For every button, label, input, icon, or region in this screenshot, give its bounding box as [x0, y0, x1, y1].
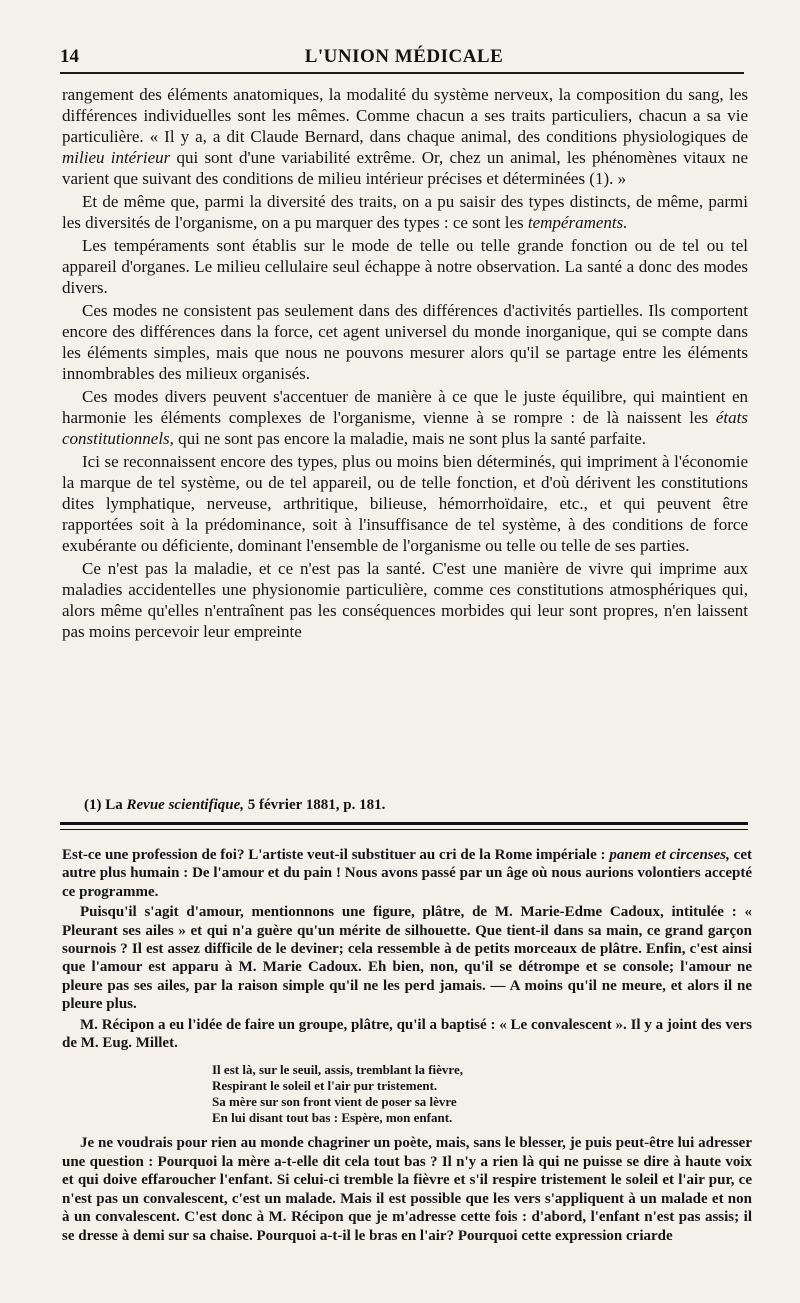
- running-title: L'UNION MÉDICALE: [304, 46, 504, 67]
- section-rule-thick: [60, 822, 748, 825]
- paragraph: [62, 386, 748, 449]
- italic-run: panem et circenses,: [609, 847, 730, 863]
- paragraph: Puisqu'il s'agit d'amour, mentionnons une figure, plâtre, de M. Marie-Edme Cadoux, intitulée : « Pleurant ses ailes » et qui n'a guère qu'un mérite de silhouette. Que tient-il dans sa main, ce grand garçon sournois ? Il est assez difficile de le deviner; cela ressemble à de petits morceaux de plâtre. Enfin, c'est ainsi que l'amour est apparu à M. Marie Cadoux. Eh bien, non, qu'il se détrompe et se console; l'amour ne pleure pas ses ailes, par la raison simple qu'il ne les perd jamais. — A moins qu'il ne meure, et alors il ne pleure plus.: [62, 904, 752, 1013]
- text-run: 5 février 1881, p. 181.: [243, 797, 386, 813]
- italic-run: Revue scientifique,: [126, 797, 244, 813]
- paragraph: M. Récipon a eu l'idée de faire un groupe, plâtre, qu'il a baptisé : « Le convalescent ». Il y a joint des vers de M. Eug. Millet.: [62, 1016, 752, 1052]
- verse-quote: [212, 1062, 752, 1126]
- page-number: 14: [60, 46, 79, 67]
- verse-line: Respirant le soleil et l'air pur tristement.: [212, 1078, 438, 1094]
- text-run: Et de même que, parmi la diversité des traits, on a pu saisir des types distincts, de même, parmi les diversités de l'organisme, on a pu marquer des types : ce sont les: [62, 192, 748, 232]
- italic-run: tempéraments.: [527, 213, 628, 232]
- section-rule-thin: [60, 829, 748, 830]
- paragraph: Je ne voudrais pour rien au monde chagriner un poète, mais, sans le blesser, je puis peut-être lui adresser une question : Pourquoi la mère a-t-elle dit cela tout bas ? Il n'y a rien là qui ne puisse se dire à haute voix et qui doive effaroucher l'enfant. Si celui-ci tremble la fièvre et s'il respire tristement le soleil et l'air pur, ce n'est pas un convalescent, c'est un malade. Mais il est possible que les vers s'appliquent à un malade et non à un convalescent. C'est donc à M. Récipon que je m'adresse cette fois : d'abord, l'enfant n'est pas assis; il se dresse à demi sur sa chaise. Pourquoi a-t-il le bras en l'air? Pourquoi cette expression criarde: [62, 1135, 752, 1244]
- footnote: [84, 796, 744, 814]
- paragraph: Ici se reconnaissent encore des types, plus ou moins bien déterminés, qui impriment à l'économie la marque de tel système, ou de tel appareil, ou de telle fonction, et d'où dérivent les constitutions dites lymphatique, nerveuse, arthritique, bilieuse, hémorrhoïdaire, etc., et qui peuvent être rapportées soit à la prédominance, soit à l'insuffisance de tel système, à des conditions de force exubérante ou déficiente, dominant l'ensemble de l'organisme ou telle ou telle de ses parties.: [62, 452, 748, 555]
- text-run: qui ne sont pas encore la maladie, mais ne sont plus la santé parfaite.: [173, 429, 646, 448]
- running-header: [60, 46, 748, 70]
- main-article: [62, 84, 748, 644]
- paragraph: Les tempéraments sont établis sur le mode de telle ou telle grande fonction ou de tel ou tel appareil d'organes. Le milieu cellulaire seul échappe à notre observation. La santé a donc des modes divers.: [62, 236, 748, 297]
- verse-line: Il est là, sur le seuil, assis, tremblant la fièvre,: [212, 1062, 463, 1078]
- verse-line: En lui disant tout bas : Espère, mon enfant.: [212, 1110, 453, 1126]
- italic-run: milieu intérieur: [62, 148, 171, 167]
- paragraph: [62, 191, 748, 233]
- header-rule: [60, 72, 744, 74]
- text-run: (1) La: [84, 797, 127, 813]
- italic-run: états constitutionnels,: [62, 408, 748, 448]
- text-run: rangement des éléments anatomiques, la modalité du système nerveux, la composition du sang, les différences individuelles sont les mêmes. Comme chacun a ses traits particuliers, chacun a sa vie particulière. « Il y a, a dit Claude Bernard, dans chaque animal, des conditions physiologiques de: [62, 85, 748, 146]
- text-run: qui sont d'une variabilité extrême. Or, chez un animal, les phénomènes vitaux ne varient que suivant des conditions de milieu intérieur précises et déterminées (1). »: [62, 148, 748, 188]
- text-run: Est-ce une profession de foi? L'artiste veut-il substituer au cri de la Rome impériale :: [62, 847, 610, 863]
- text-run: Ces modes divers peuvent s'accentuer de manière à ce que le juste équilibre, qui maintient en harmonie les éléments complexes de l'organisme, vienne à se rompre : de là naissent les: [62, 387, 748, 427]
- paragraph: [62, 84, 748, 189]
- feuilleton-section: [62, 846, 752, 1247]
- verse-line: Sa mère sur son front vient de poser sa lèvre: [212, 1094, 457, 1110]
- text-run: cet autre plus humain : De l'amour et du pain ! Nous avons passé par un âge où nous aurions volontiers accepté ce programme.: [62, 847, 752, 900]
- paragraph: [62, 846, 752, 901]
- paragraph: Ces modes ne consistent pas seulement dans des différences d'activités partielles. Ils comportent encore des différences dans la force, cet agent universel du monde inorganique, qui se compte dans les éléments simples, mais que nous ne pouvons mesurer alors qu'il se partage entre les éléments innombrables des milieux organisés.: [62, 301, 748, 383]
- paragraph: Ce n'est pas la maladie, et ce n'est pas la santé. C'est une manière de vivre qui imprime aux maladies accidentelles une physionomie particulière, comme ces constitutions atmosphériques qui, alors même qu'elles n'entraînent pas les conséquences morbides qui leur sont propres, n'en laissent pas moins percevoir leur empreinte: [62, 559, 748, 641]
